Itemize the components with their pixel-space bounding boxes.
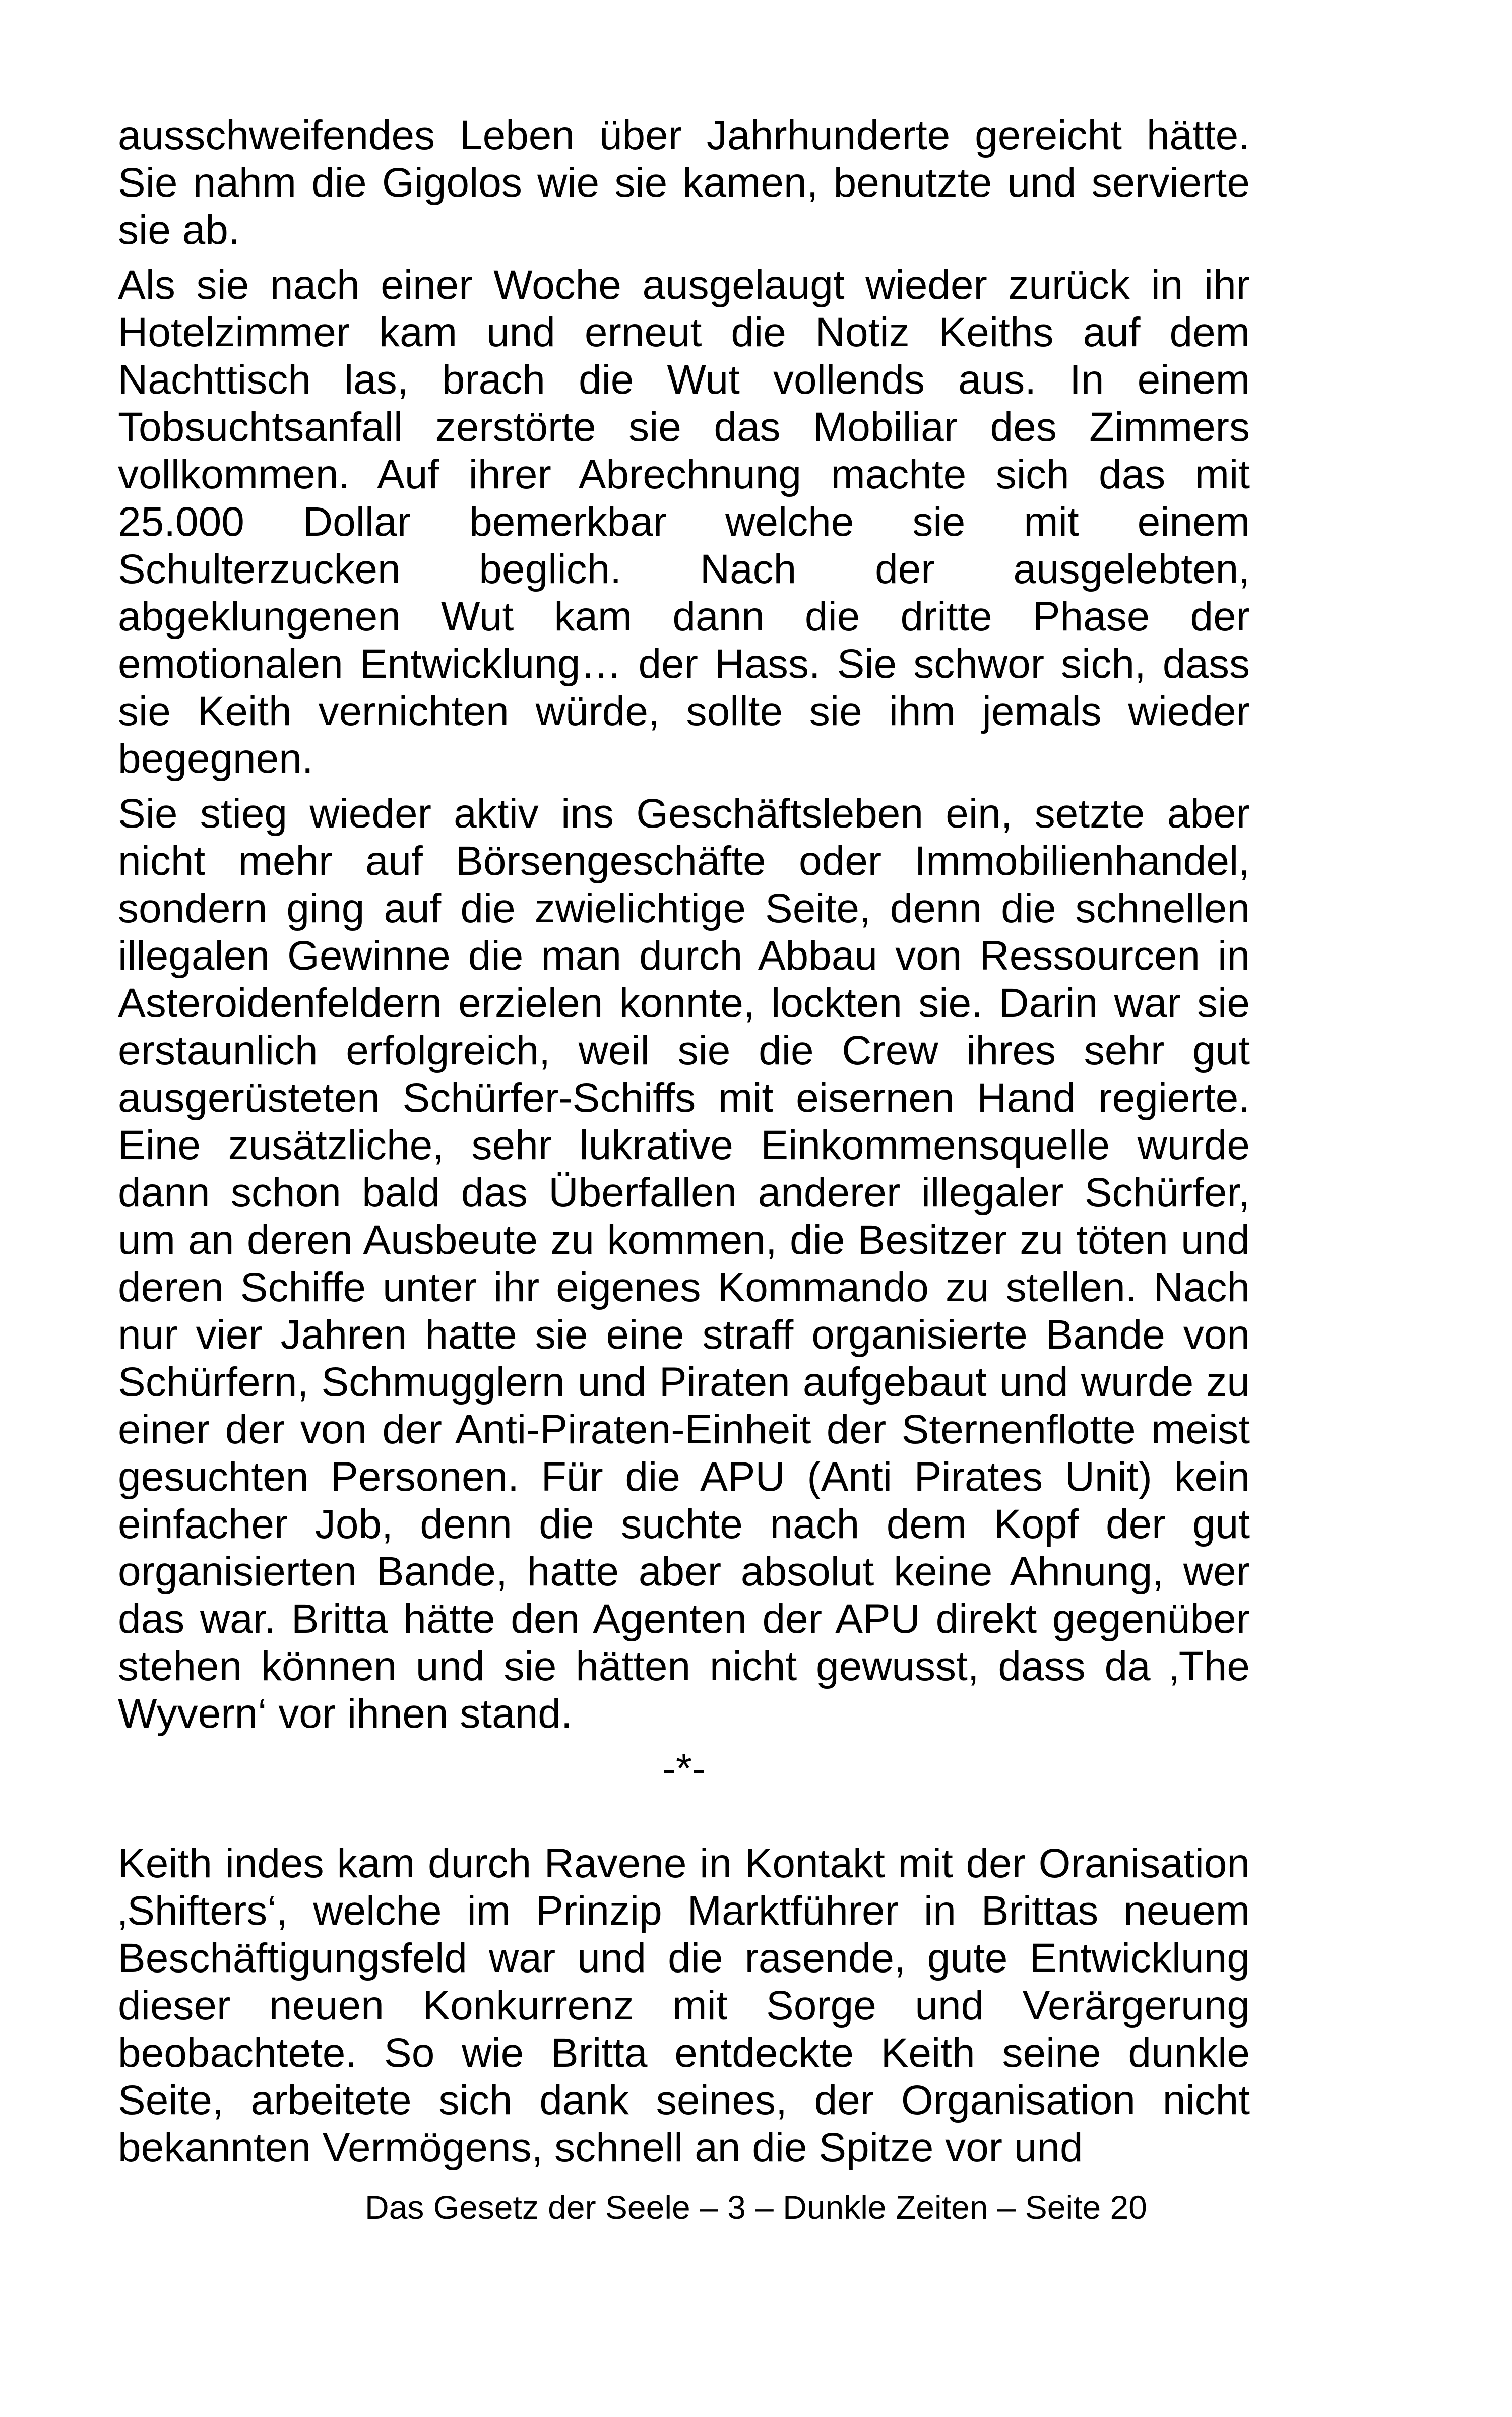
paragraph: Als sie nach einer Woche ausgelaugt wieder zurück in ihr Hotelzimmer kam und erneut die Notiz Keiths auf dem Nachttisch las, brach die Wut vollends aus. In einem Tobsuchtsanfall zerstörte sie das Mobiliar des Zimmers vollkommen. Auf ihrer Abrechnung machte sich das mit 25.000 Dollar bemerkbar welche sie mit einem Schulterzucken beglich. Nach der ausgelebten, abgeklungenen Wut kam dann die dritte Phase der emotionalen Entwicklung… der Hass. Sie schwor sich, dass sie Keith vernichten würde, sollte sie ihm jemals wieder begegnen. bbox=[118, 262, 1250, 782]
section-separator: -*- bbox=[662, 1746, 706, 1792]
paragraph: Sie stieg wieder aktiv ins Geschäftsleben ein, setzte aber nicht mehr auf Börsengeschäfte oder Immobilienhandel, sondern ging auf die zwielichtige Seite, denn die schnellen illegalen Gewinne die man durch Abbau von Ressourcen in Asteroidenfeldern erzielen konnte, lockten sie. Darin war sie erstaunlich erfolgreich, weil sie die Crew ihres sehr gut ausgerüsteten Schürfer-Schiffs mit eisernen Hand regierte. Eine zusätzliche, sehr lukrative Einkommensquelle wurde dann schon bald das Überfallen anderer illegaler Schürfer, um an deren Ausbeute zu kommen, die Besitzer zu töten und deren Schiffe unter ihr eigenes Kommando zu stellen. Nach nur vier Jahren hatte sie eine straff organisierte Bande von Schürfern, Schmugglern und Piraten aufgebaut und wurde zu einer der von der Anti-Piraten-Einheit der Sternenflotte meist gesuchten Personen. Für die APU (Anti Pirates Unit) kein einfacher Job, denn die suchte nach dem Kopf der gut organisierten Bande, hatte aber absolut keine Ahnung, wer das war. Britta hätte den Agenten der APU direkt gegenüber stehen können und sie hätten nicht gewusst, dass da ‚The Wyvern‘ vor ihnen stand. bbox=[118, 791, 1250, 1737]
body-text bbox=[118, 112, 1250, 2179]
paragraph: ausschweifendes Leben über Jahrhunderte gereicht hätte. Sie nahm die Gigolos wie sie kamen, benutzte und servierte sie ab. bbox=[118, 112, 1250, 253]
page-footer: Das Gesetz der Seele – 3 – Dunkle Zeiten – Seite 20 bbox=[365, 2189, 1147, 2226]
paragraph: Keith indes kam durch Ravene in Kontakt mit der Oranisation ‚Shifters‘, welche im Prinzip Marktführer in Brittas neuem Beschäftigungsfeld war und die rasende, gute Entwicklung dieser neuen Konkurrenz mit Sorge und Verärgerung beobachtete. So wie Britta entdeckte Keith seine dunkle Seite, arbeitete sich dank seines, der Organisation nicht bekannten Vermögens, schnell an die Spitze vor und bbox=[118, 1840, 1250, 2171]
